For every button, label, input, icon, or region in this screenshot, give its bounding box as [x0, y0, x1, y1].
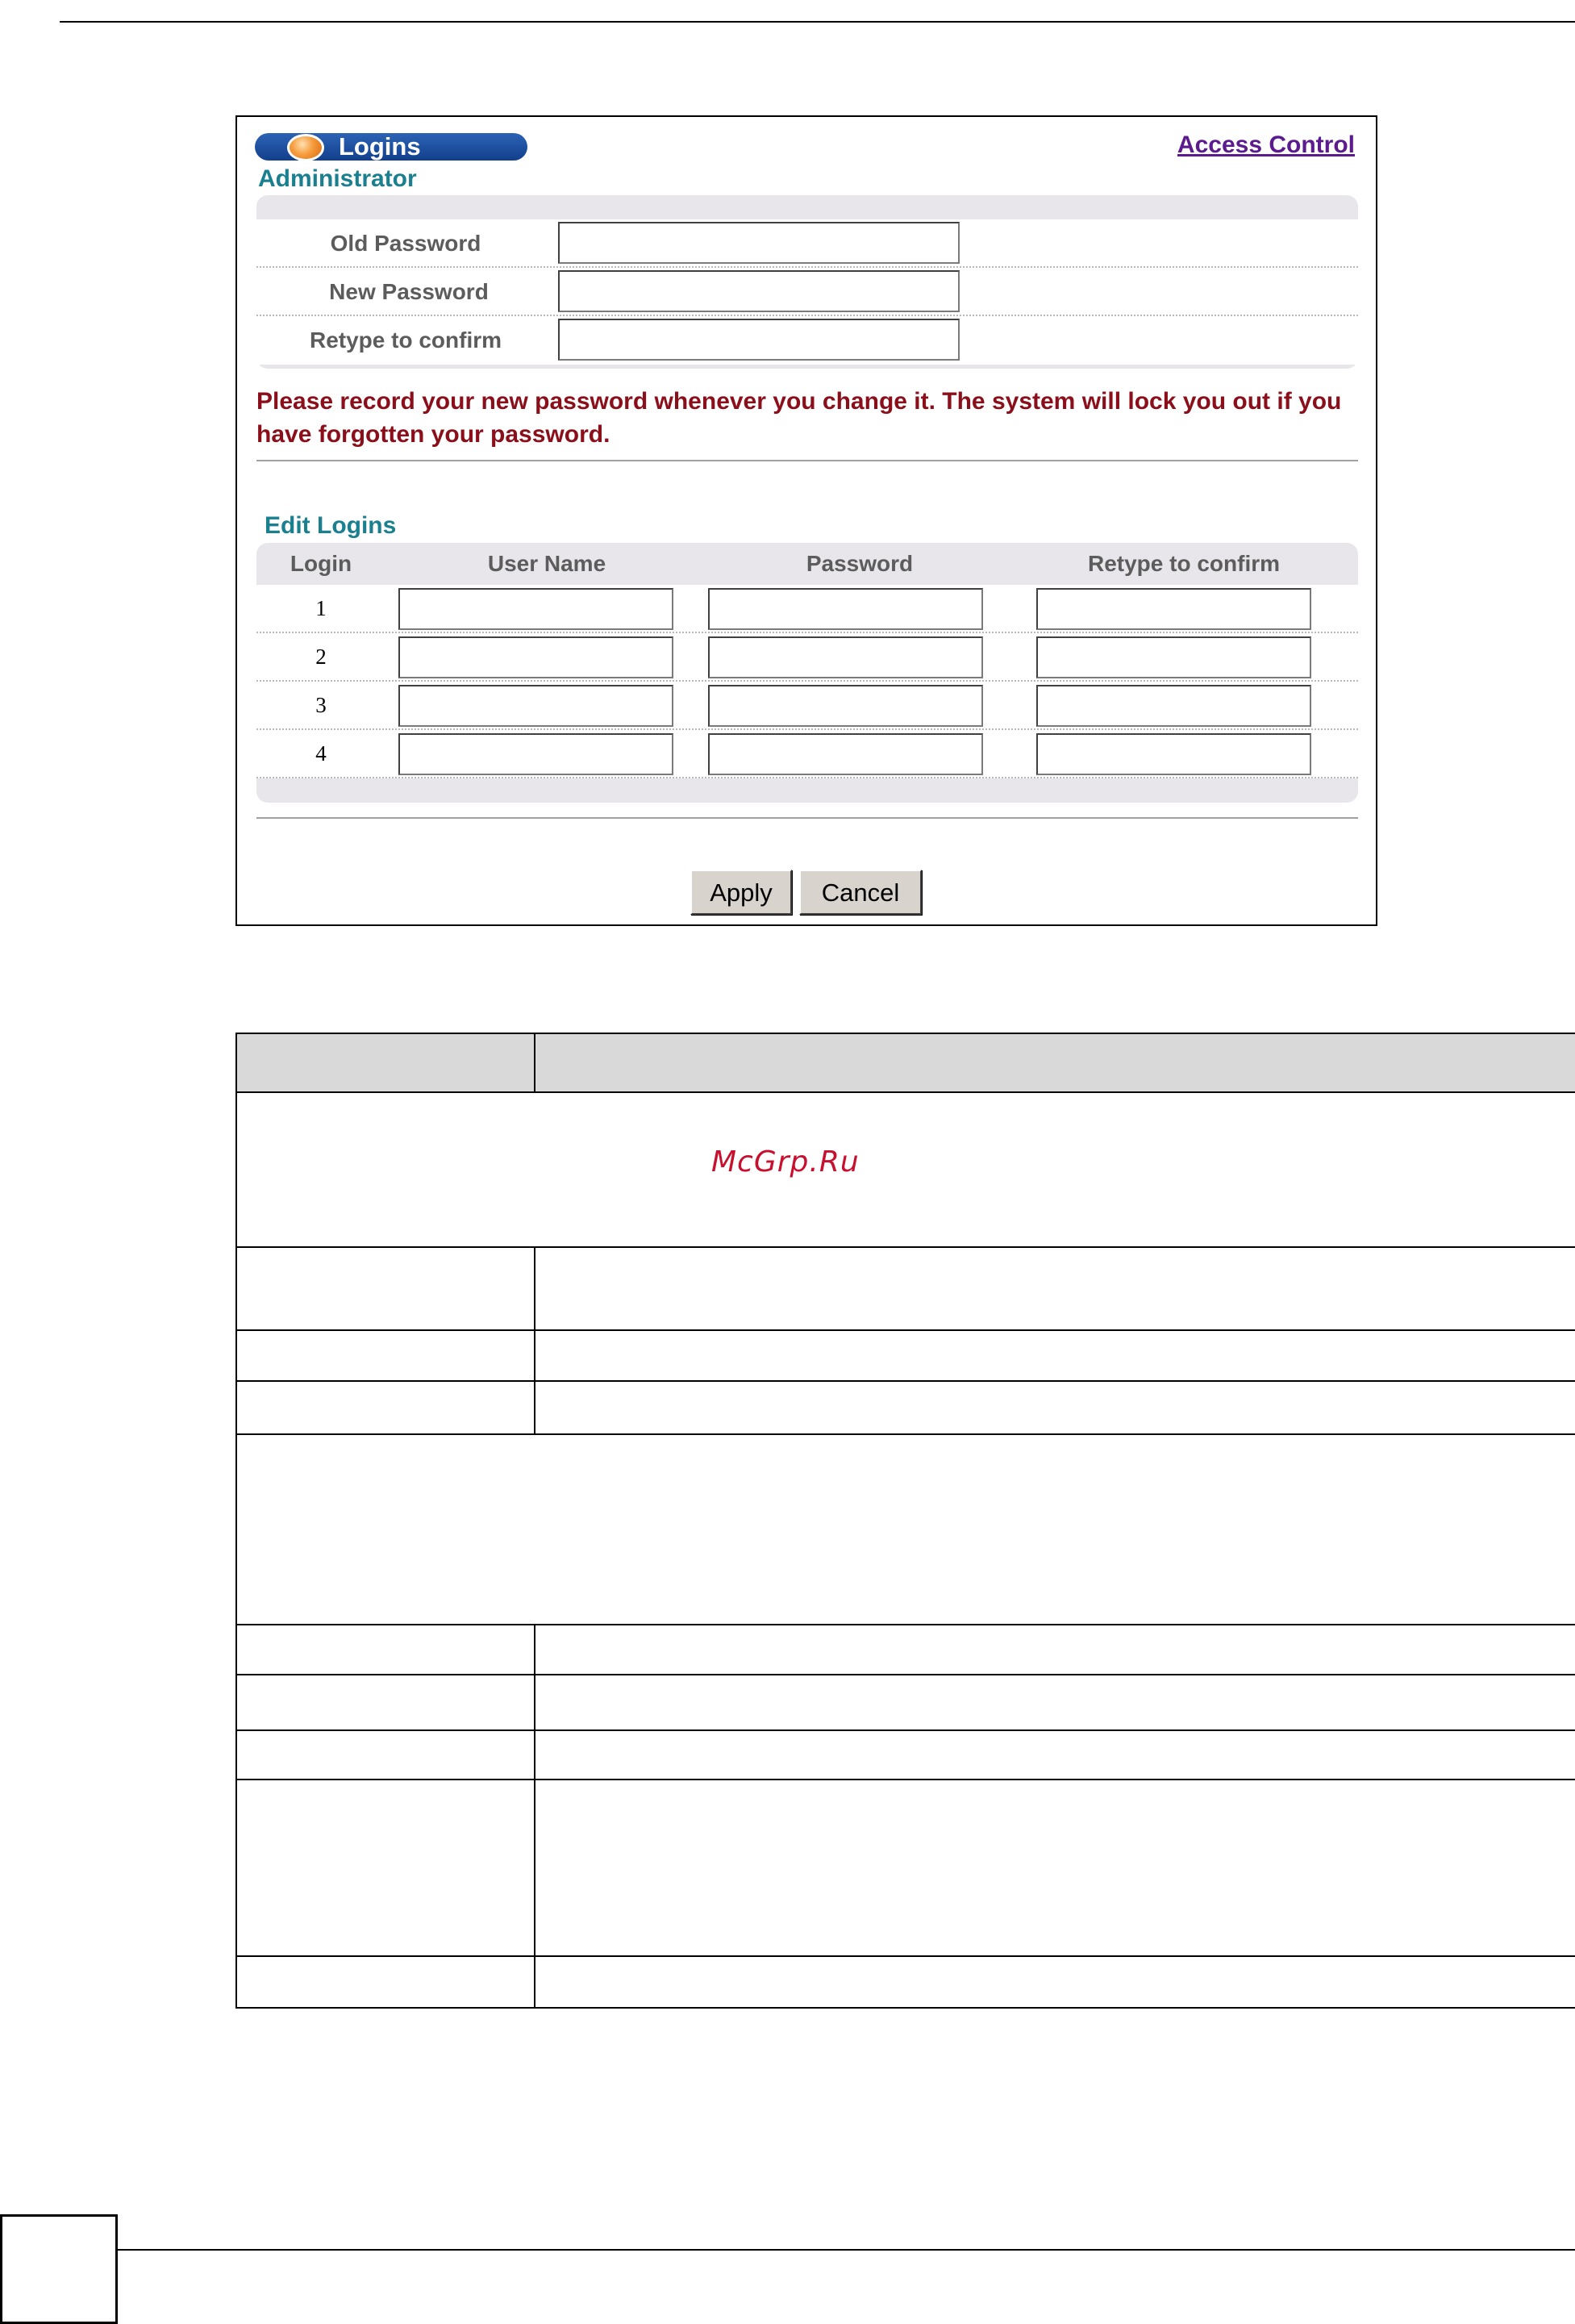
login-number: 1 [315, 596, 327, 620]
retype-input-1[interactable] [1036, 588, 1311, 630]
administrator-panel [256, 195, 1358, 369]
col-password: Password [806, 551, 914, 576]
banner-title: Logins [339, 132, 421, 161]
retype-password-label: Retype to confirm [309, 328, 502, 353]
new-password-label: New Password [329, 279, 489, 304]
header-rule [60, 21, 1575, 23]
access-control-link[interactable]: Access Control [1177, 131, 1355, 158]
password-input-3[interactable] [708, 685, 983, 727]
col-retype: Retype to confirm [1087, 551, 1281, 576]
separator-top [256, 460, 1358, 461]
retype-input-3[interactable] [1036, 685, 1311, 727]
edit-logins-panel [256, 543, 1358, 803]
old-password-label: Old Password [330, 231, 481, 256]
password-input-1[interactable] [708, 588, 983, 630]
user-name-input-4[interactable] [398, 733, 673, 775]
login-row-1 [256, 585, 1358, 633]
apply-button[interactable]: Apply [690, 870, 792, 915]
logins-screenshot [235, 115, 1377, 926]
field-description-table [235, 1033, 1575, 2009]
new-password-row [256, 268, 1358, 316]
login-row-4 [256, 730, 1358, 778]
page-number-box [0, 2214, 118, 2324]
administrator-title: Administrator [258, 165, 417, 192]
user-name-input-1[interactable] [398, 588, 673, 630]
user-name-input-3[interactable] [398, 685, 673, 727]
old-password-input[interactable] [558, 222, 960, 264]
retype-input-4[interactable] [1036, 733, 1311, 775]
footer-rule [118, 2249, 1575, 2251]
new-password-input[interactable] [558, 270, 960, 312]
user-name-input-2[interactable] [398, 636, 673, 678]
logins-banner [255, 133, 527, 161]
cancel-button[interactable]: Cancel [799, 870, 922, 915]
password-warning: Please record your new password whenever you change it. The system will lock you out if you have forgotten your password. [256, 388, 1342, 448]
edit-logins-title: Edit Logins [265, 512, 397, 539]
table-header [235, 1033, 1575, 1091]
separator-bottom [256, 817, 1358, 819]
old-password-row [256, 219, 1358, 268]
col-login: Login [290, 551, 352, 576]
password-input-4[interactable] [708, 733, 983, 775]
retype-password-row [256, 316, 1358, 365]
retype-input-2[interactable] [1036, 636, 1311, 678]
orb-icon [287, 134, 324, 161]
password-input-2[interactable] [708, 636, 983, 678]
retype-password-input[interactable] [558, 319, 960, 361]
login-row-3 [256, 682, 1358, 730]
login-row-2 [256, 633, 1358, 682]
col-user-name: User Name [487, 551, 606, 576]
login-number: 4 [315, 741, 327, 766]
login-number: 2 [315, 645, 327, 669]
watermark: McGrp.Ru [711, 1145, 860, 1179]
login-number: 3 [315, 693, 327, 717]
